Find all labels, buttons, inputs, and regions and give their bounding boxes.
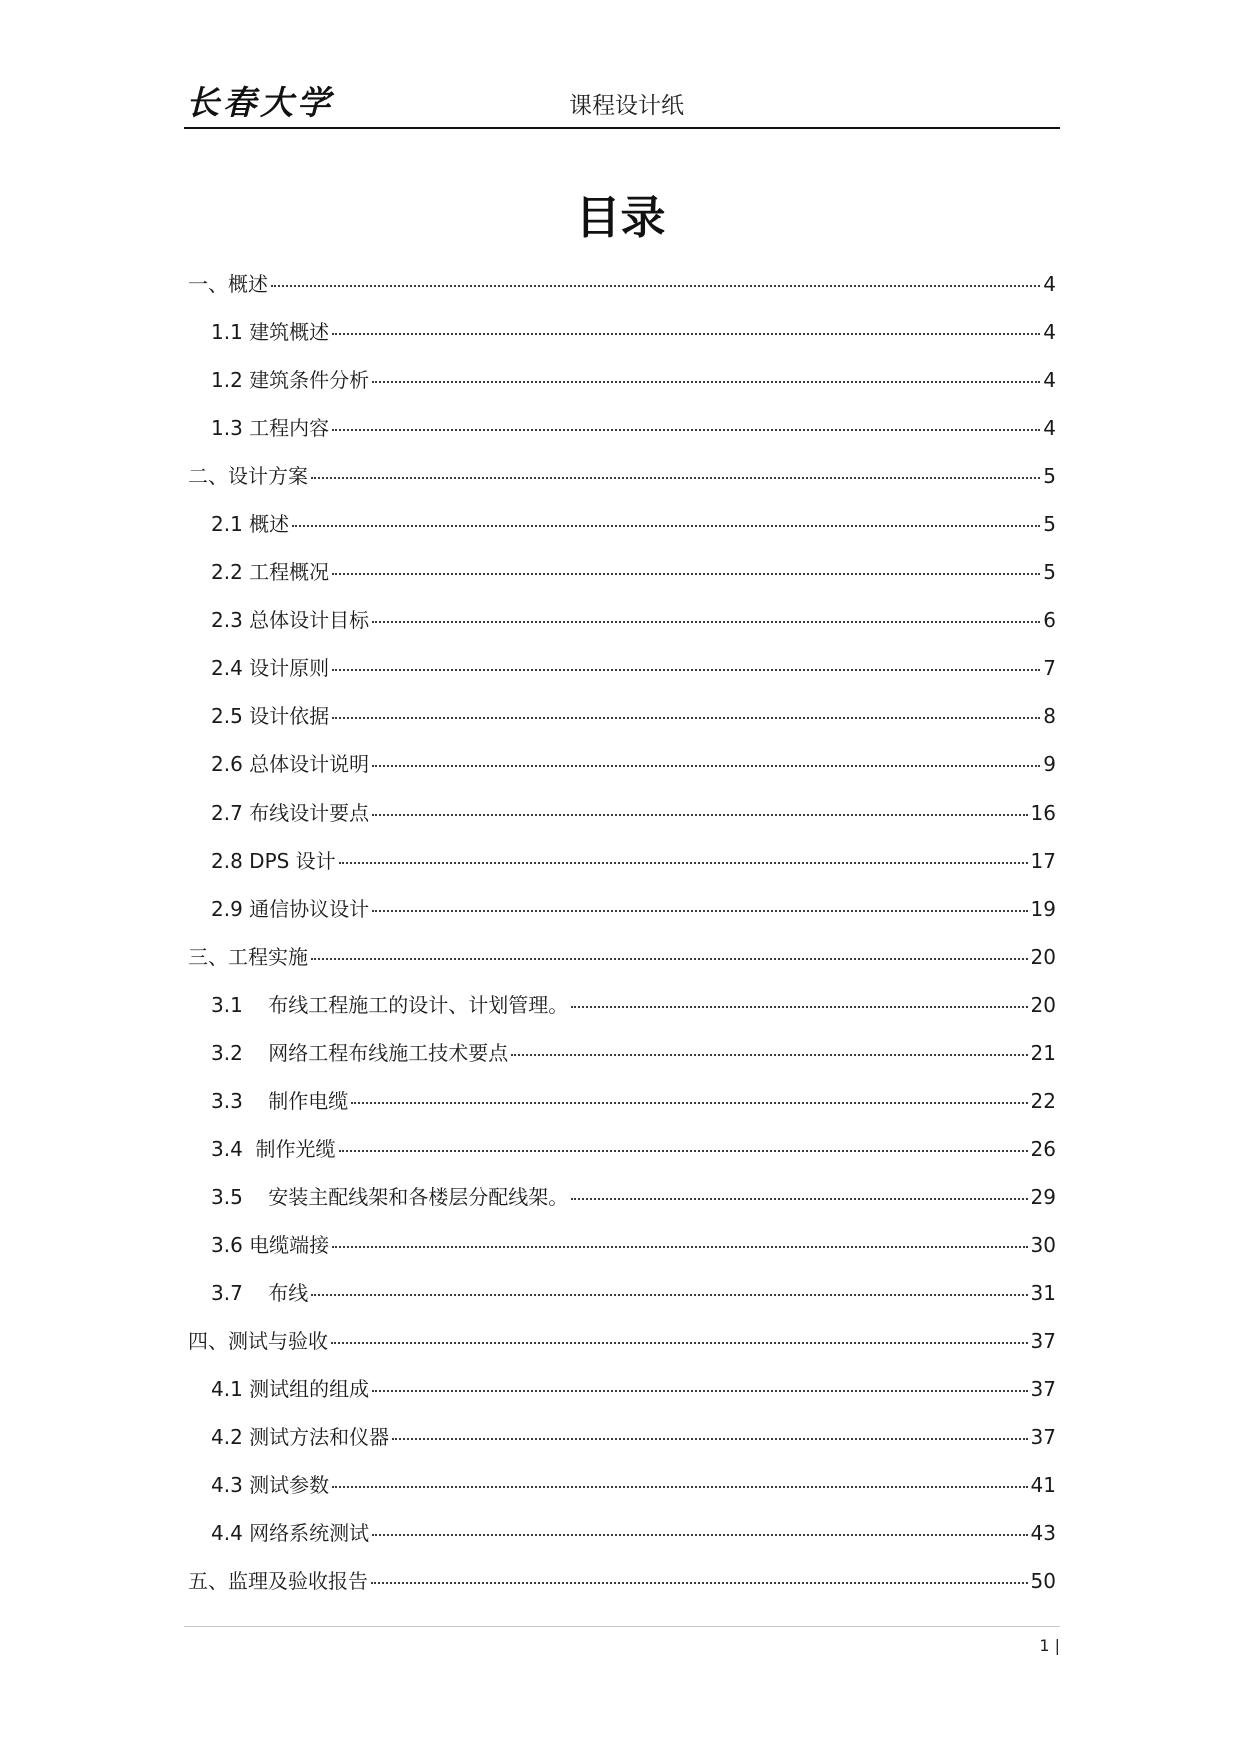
- toc-entry-label: 3.2 网络工程布线施工技术要点: [211, 1040, 509, 1065]
- toc-entry-label: 一、概述: [188, 272, 268, 296]
- toc-dot-leader: [372, 814, 1027, 816]
- toc-entry[interactable]: [188, 696, 1056, 744]
- toc-entry[interactable]: [188, 937, 1056, 985]
- toc-entry-label: 4.4 网络系统测试: [211, 1521, 370, 1546]
- toc-dot-leader: [332, 1246, 1027, 1248]
- toc-entry-label: 4.2 测试方法和仪器: [211, 1425, 390, 1450]
- footer-divider: [184, 1626, 1060, 1627]
- toc-entry[interactable]: [188, 1513, 1056, 1561]
- toc-entry-page-number: 20: [1030, 944, 1056, 969]
- toc-entry-page-number: 5: [1043, 560, 1056, 585]
- toc-entry-label: 五、监理及验收报告: [188, 1569, 368, 1594]
- toc-entry[interactable]: [188, 1561, 1056, 1609]
- toc-entry-page-number: 20: [1030, 992, 1056, 1017]
- toc-dot-leader: [339, 862, 1028, 864]
- toc-entry-label: 2.9 通信协议设计: [211, 896, 370, 921]
- toc-entry[interactable]: [188, 1129, 1056, 1177]
- toc-entry[interactable]: [188, 1081, 1056, 1129]
- toc-entry[interactable]: [188, 1321, 1056, 1369]
- toc-entry-label: 2.8 DPS 设计: [211, 848, 336, 873]
- toc-dot-leader: [311, 1294, 1027, 1296]
- toc-entry[interactable]: [188, 1417, 1056, 1465]
- toc-entry[interactable]: [188, 841, 1056, 889]
- toc-entry-page-number: 4: [1043, 272, 1056, 296]
- toc-entry-label: 1.1 建筑概述: [211, 320, 330, 345]
- toc-entry-label: 3.4 制作光缆: [211, 1136, 336, 1161]
- toc-entry[interactable]: [188, 1033, 1056, 1081]
- toc-dot-leader: [339, 1150, 1028, 1152]
- toc-entry-label: 3.3 制作电缆: [211, 1088, 349, 1113]
- toc-entry[interactable]: [188, 1465, 1056, 1513]
- toc-dot-leader: [372, 765, 1040, 767]
- toc-entry-page-number: 21: [1030, 1040, 1056, 1065]
- toc-entry-page-number: 37: [1030, 1377, 1056, 1402]
- document-type-label: 课程设计纸: [569, 93, 684, 119]
- toc-entry-page-number: 7: [1043, 656, 1056, 681]
- toc-entry-page-number: 29: [1030, 1184, 1056, 1209]
- toc-dot-leader: [332, 333, 1040, 335]
- toc-entry-label: 3.5 安装主配线架和各楼层分配线架。: [211, 1184, 569, 1209]
- toc-entry-label: 二、设计方案: [188, 464, 308, 489]
- toc-dot-leader: [332, 429, 1040, 431]
- toc-entry-page-number: 22: [1030, 1088, 1056, 1113]
- toc-entry-label: 2.2 工程概况: [211, 560, 330, 585]
- toc-entry-label: 3.1 布线工程施工的设计、计划管理。: [211, 992, 569, 1017]
- toc-entry[interactable]: [188, 312, 1056, 360]
- toc-entry[interactable]: [188, 360, 1056, 408]
- toc-dot-leader: [371, 1582, 1028, 1584]
- toc-entry[interactable]: [188, 456, 1056, 504]
- toc-entry-page-number: 4: [1043, 416, 1056, 441]
- toc-entry-page-number: 43: [1030, 1521, 1056, 1546]
- toc-dot-leader: [332, 1486, 1027, 1488]
- toc-entry-page-number: 6: [1043, 608, 1056, 633]
- toc-entry-label: 2.7 布线设计要点: [211, 800, 370, 825]
- toc-dot-leader: [372, 1390, 1027, 1392]
- toc-entry-page-number: 37: [1030, 1425, 1056, 1450]
- toc-entry-label: 2.4 设计原则: [211, 656, 330, 681]
- toc-dot-leader: [372, 381, 1040, 383]
- toc-entry-page-number: 50: [1030, 1569, 1056, 1594]
- toc-entry-page-number: 31: [1030, 1280, 1056, 1305]
- toc-entry-page-number: 4: [1043, 368, 1056, 393]
- toc-entry-label: 2.5 设计依据: [211, 704, 330, 729]
- toc-entry[interactable]: [188, 504, 1056, 552]
- university-logo: 长春大学: [186, 83, 334, 122]
- toc-dot-leader: [351, 1102, 1027, 1104]
- toc-dot-leader: [332, 573, 1040, 575]
- toc-entry-label: 四、测试与验收: [188, 1329, 328, 1354]
- toc-entry[interactable]: [188, 264, 1056, 312]
- toc-dot-leader: [372, 1534, 1027, 1536]
- toc-dot-leader: [571, 1006, 1027, 1008]
- toc-dot-leader: [331, 1342, 1028, 1344]
- header-divider: [184, 127, 1060, 129]
- toc-entry-page-number: 30: [1030, 1232, 1056, 1257]
- toc-dot-leader: [372, 910, 1027, 912]
- toc-dot-leader: [392, 1438, 1027, 1440]
- toc-entry-page-number: 4: [1043, 320, 1056, 345]
- toc-entry[interactable]: [188, 1225, 1056, 1273]
- toc-entry-label: 三、工程实施: [188, 944, 308, 969]
- toc-dot-leader: [292, 525, 1040, 527]
- toc-entry-page-number: 5: [1043, 464, 1056, 489]
- toc-entry[interactable]: [188, 1273, 1056, 1321]
- table-of-contents: [188, 264, 1056, 1609]
- toc-entry[interactable]: [188, 744, 1056, 792]
- toc-entry-page-number: 41: [1030, 1473, 1056, 1498]
- toc-entry[interactable]: [188, 793, 1056, 841]
- toc-entry[interactable]: [188, 1369, 1056, 1417]
- toc-entry-page-number: 8: [1043, 704, 1056, 729]
- toc-entry[interactable]: [188, 408, 1056, 456]
- toc-entry[interactable]: [188, 600, 1056, 648]
- toc-entry-label: 1.3 工程内容: [211, 416, 330, 441]
- toc-entry-page-number: 16: [1030, 800, 1056, 825]
- toc-entry[interactable]: [188, 985, 1056, 1033]
- toc-entry-label: 4.1 测试组的组成: [211, 1377, 370, 1402]
- toc-dot-leader: [511, 1054, 1027, 1056]
- toc-dot-leader: [332, 717, 1040, 719]
- toc-entry-page-number: 9: [1043, 752, 1056, 777]
- toc-entry-page-number: 37: [1030, 1329, 1056, 1354]
- toc-entry-page-number: 17: [1030, 848, 1056, 873]
- toc-entry[interactable]: [188, 648, 1056, 696]
- footer-page-number: 1 |: [1039, 1636, 1060, 1655]
- toc-entry-label: 2.1 概述: [211, 512, 290, 537]
- toc-entry[interactable]: [188, 1177, 1056, 1225]
- toc-entry-page-number: 5: [1043, 512, 1056, 537]
- toc-dot-leader: [571, 1198, 1027, 1200]
- toc-entry-label: 2.3 总体设计目标: [211, 608, 370, 633]
- page-header: [184, 80, 1060, 128]
- toc-dot-leader: [332, 669, 1040, 671]
- toc-entry[interactable]: [188, 889, 1056, 937]
- toc-entry-label: 3.7 布线: [211, 1280, 309, 1305]
- toc-dot-leader: [271, 285, 1040, 287]
- toc-entry[interactable]: [188, 552, 1056, 600]
- toc-dot-leader: [311, 958, 1028, 960]
- toc-entry-label: 4.3 测试参数: [211, 1473, 330, 1498]
- toc-dot-leader: [372, 621, 1040, 623]
- toc-entry-label: 1.2 建筑条件分析: [211, 368, 370, 393]
- toc-dot-leader: [311, 477, 1040, 479]
- toc-entry-page-number: 26: [1030, 1136, 1056, 1161]
- page-title: 目录: [575, 191, 666, 245]
- toc-entry-page-number: 19: [1030, 896, 1056, 921]
- toc-entry-label: 2.6 总体设计说明: [211, 752, 370, 777]
- toc-entry-label: 3.6 电缆端接: [211, 1232, 330, 1257]
